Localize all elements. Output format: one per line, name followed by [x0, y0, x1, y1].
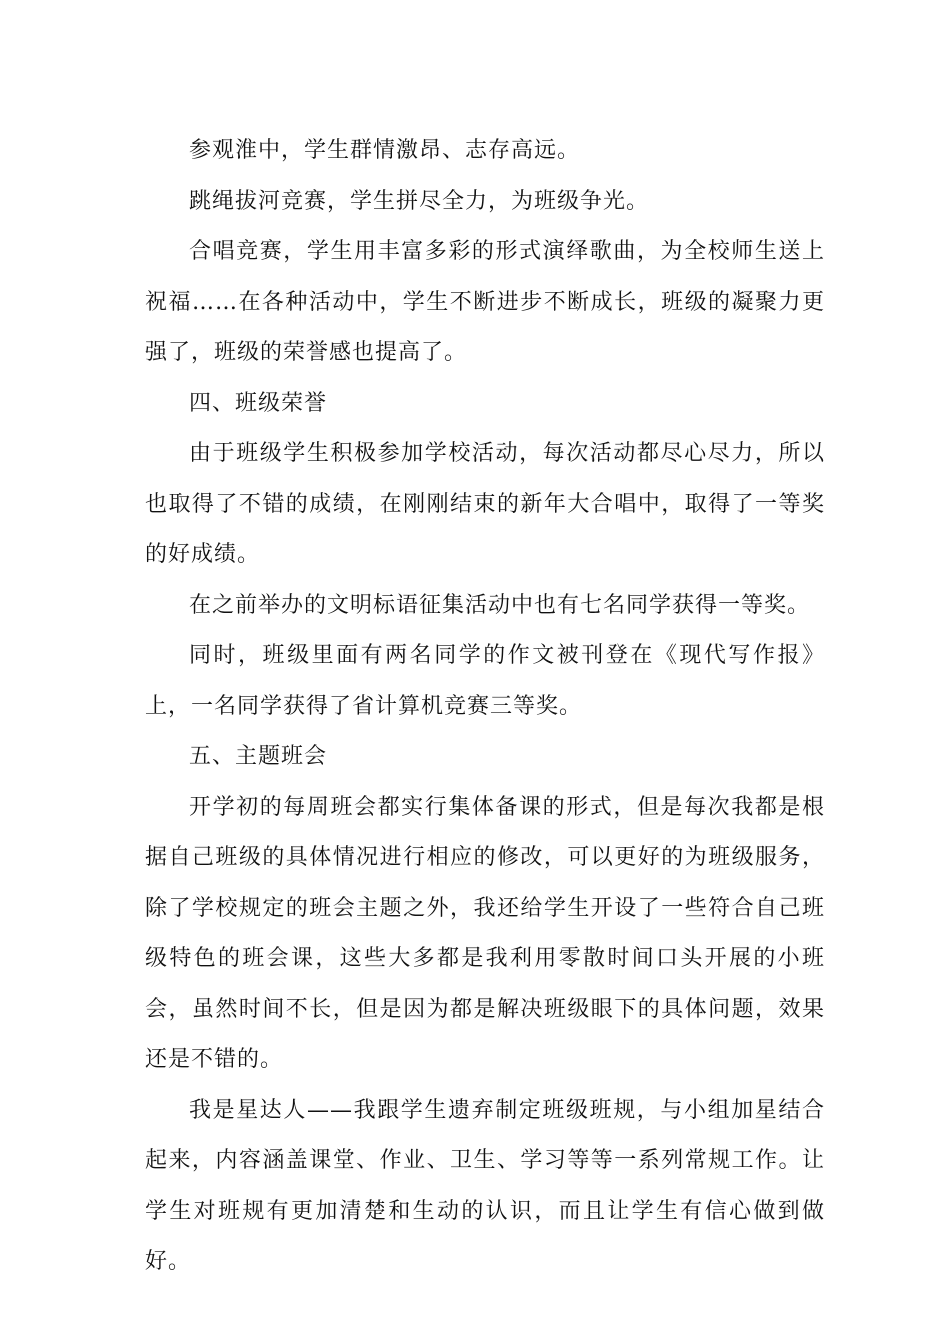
section-heading-class-honors: 四、班级荣誉: [189, 390, 328, 416]
paragraph-chorus-contest: 合唱竞赛，学生用丰富多彩的形式演绎歌曲，为全校师生送上祝福……在各种活动中，学生不断进步不断成长，班级的凝聚力更强了，班级的荣誉感也提高了。: [145, 239, 825, 365]
paragraph-slogan-contest: 在之前举办的文明标语征集活动中也有七名同学获得一等奖。: [189, 592, 811, 618]
document-body: [145, 126, 825, 1288]
paragraph-published-essays: 同时，班级里面有两名同学的作文被刊登在《现代写作报》上，一名同学获得了省计算机竞赛三等奖。: [145, 643, 825, 719]
section-heading-theme-meeting: 五、主题班会: [189, 744, 328, 769]
paragraph-weekly-meetings: 开学初的每周班会都实行集体备课的形式，但是每次我都是根据自己班级的具体情况进行相应的修改，可以更好的为班级服务，除了学校规定的班会主题之外，我还给学生开设了一些符合自己班级特色的班会课，这些大多都是我利用零散时间口头开展的小班会，虽然时间不长，但是因为都是解决班级眼下的具体问题，效果还是不错的。: [145, 794, 825, 1072]
paragraph-visit-huaizhong: 参观淮中，学生群情激昂、志存高远。: [189, 138, 581, 163]
paragraph-class-achievements: 由于班级学生积极参加学校活动，每次活动都尽心尽力，所以也取得了不错的成绩，在刚刚结束的新年大合唱中，取得了一等奖的好成绩。: [145, 441, 825, 567]
paragraph-star-achiever: 我是星达人——我跟学生遗弃制定班级班规，与小组加星结合起来，内容涵盖课堂、作业、卫生、学习等等一系列常规工作。让学生对班规有更加清楚和生动的认识，而且让学生有信心做到做好。: [145, 1097, 825, 1274]
paragraph-rope-tug-of-war: 跳绳拔河竞赛，学生拼尽全力，为班级争光。: [189, 188, 650, 214]
